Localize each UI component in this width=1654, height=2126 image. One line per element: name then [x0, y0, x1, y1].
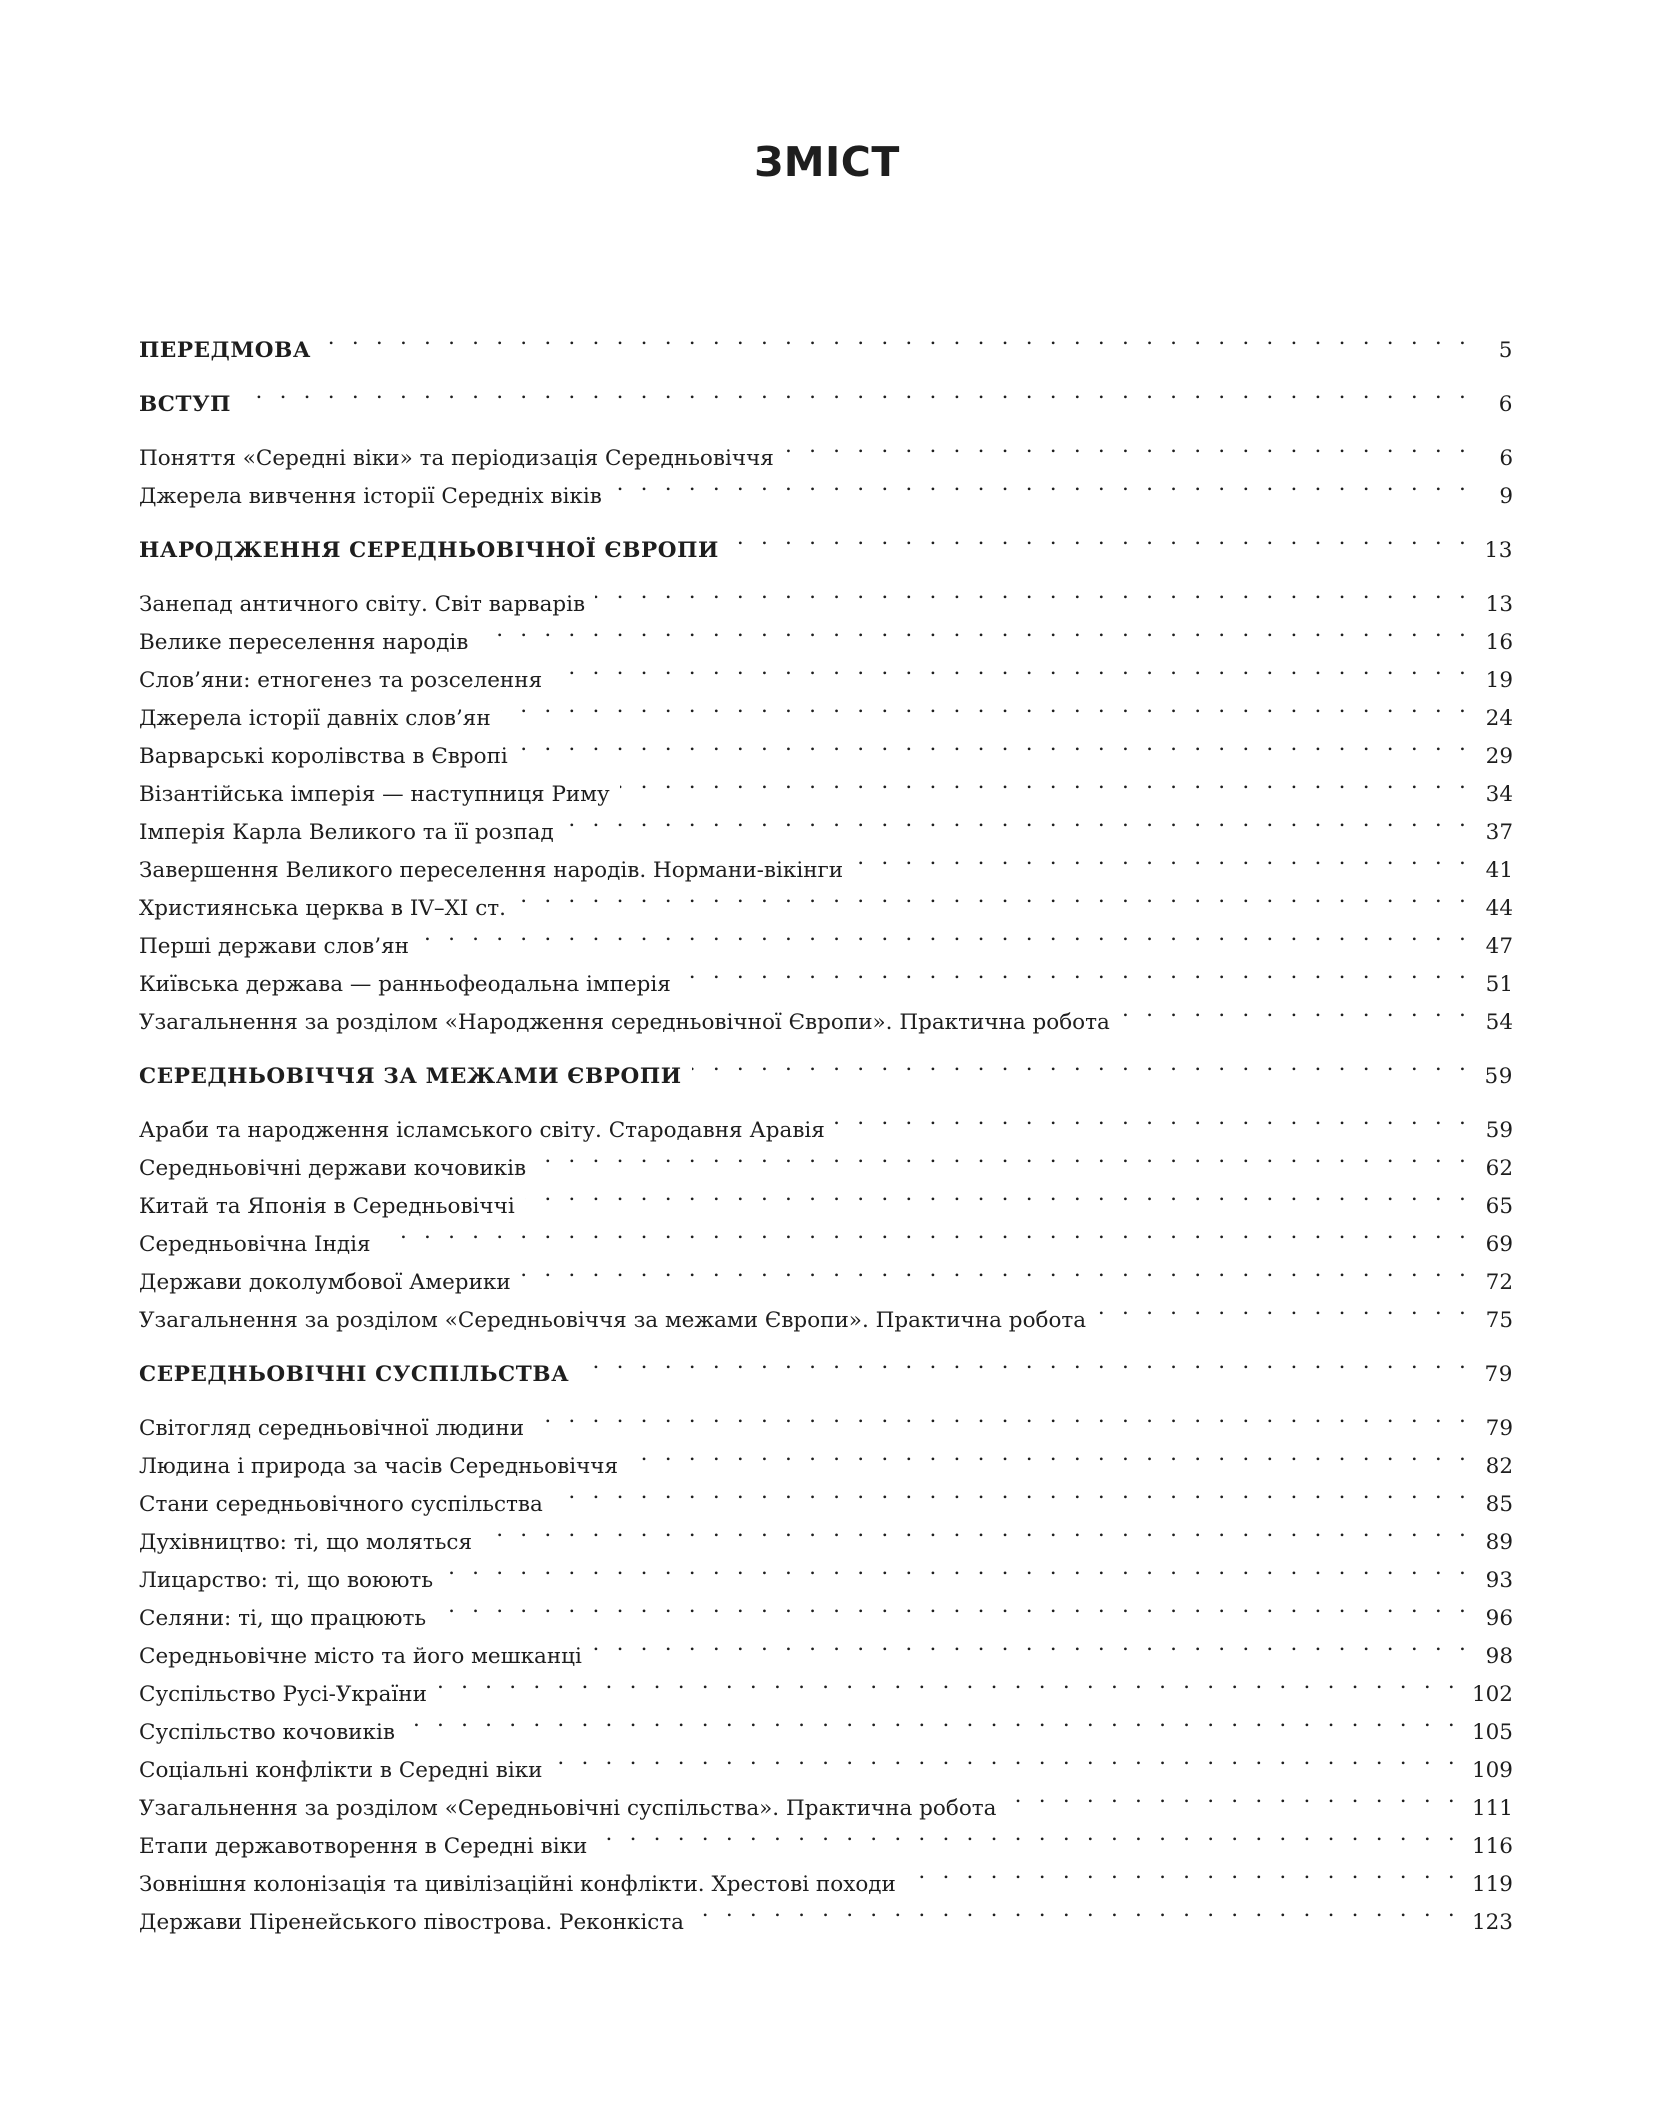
toc-item-title: Велике переселення народів	[139, 630, 469, 655]
toc-page-number: 5	[1498, 338, 1513, 363]
toc-item-title: Візантійська імперія — наступниця Риму	[139, 782, 610, 807]
dot-leader	[597, 1815, 1460, 1853]
toc-page-number: 89	[1485, 1530, 1513, 1555]
dot-leader	[443, 1549, 1471, 1587]
toc-item-title: Людина і природа за часів Середньовіччя	[139, 1454, 619, 1479]
toc-item-title: Китай та Японія в Середньовіччі	[139, 1194, 515, 1219]
toc-page-number: 44	[1485, 896, 1513, 921]
toc-page-number: 16	[1485, 630, 1513, 655]
dot-leader	[729, 519, 1471, 557]
toc-page-number: 79	[1485, 1416, 1513, 1441]
toc-item-title: Джерела вивчення історії Середніх віків	[139, 484, 602, 509]
dot-leader	[321, 319, 1471, 357]
toc-section-title: ПЕРЕДМОВА	[139, 338, 311, 363]
dot-leader	[784, 427, 1471, 465]
toc-item-title: Духівництво: ті, що моляться	[139, 1530, 473, 1555]
toc-page-number: 9	[1499, 484, 1513, 509]
dot-leader	[552, 649, 1471, 687]
dot-leader	[381, 1213, 1471, 1251]
toc-item-title: Селяни: ті, що працюють	[139, 1606, 427, 1631]
dot-leader	[419, 915, 1471, 953]
toc-page-number: 59	[1484, 1064, 1513, 1089]
dot-leader	[620, 763, 1471, 801]
toc-page-number: 111	[1471, 1796, 1513, 1821]
dot-leader	[694, 1891, 1460, 1929]
toc-item-title: Київська держава — ранньофеодальна імперія	[139, 972, 671, 997]
toc-item-title: Держави доколумбової Америки	[139, 1270, 511, 1295]
dot-leader	[553, 1473, 1471, 1511]
toc-page-number: 29	[1485, 744, 1513, 769]
dot-leader	[628, 1435, 1471, 1473]
toc-page-number: 6	[1499, 446, 1513, 471]
toc-item-title: Світогляд середньовічної людини	[139, 1416, 525, 1441]
toc-item-title: Араби та народження ісламського світу. Стародавня Аравія	[139, 1118, 825, 1143]
toc-item-title: Суспільство Русі-України	[139, 1682, 427, 1707]
toc-item-title: Держави Піренейського півострова. Реконкіста	[139, 1910, 684, 1935]
dot-leader	[482, 1511, 1471, 1549]
dot-leader	[681, 953, 1471, 991]
dot-leader	[534, 1397, 1471, 1435]
toc-item-row[interactable]	[139, 573, 1513, 617]
dot-leader	[436, 1587, 1471, 1625]
toc-page-number: 82	[1485, 1454, 1513, 1479]
toc-page-number: 19	[1485, 668, 1513, 693]
dot-leader	[595, 573, 1471, 611]
dot-leader	[1006, 1777, 1459, 1815]
toc-item-title: Занепад античного світу. Світ варварів	[139, 592, 586, 617]
toc-section-title: СЕРЕДНЬОВІЧНІ СУСПІЛЬСТВА	[139, 1362, 570, 1387]
toc-item-title: Християнська церква в IV–XI ст.	[139, 896, 507, 921]
toc-page-number: 109	[1471, 1758, 1513, 1783]
toc-item-title: Середньовічна Індія	[139, 1232, 371, 1257]
dot-leader	[564, 801, 1471, 839]
toc-page-number: 51	[1485, 972, 1513, 997]
toc-item-title: Імперія Карла Великого та її розпад	[139, 820, 554, 845]
toc-page-number: 54	[1485, 1010, 1513, 1035]
toc-page-number: 47	[1485, 934, 1513, 959]
toc-item-row[interactable]	[139, 427, 1513, 471]
toc-page-number: 93	[1485, 1568, 1513, 1593]
toc-page-number: 41	[1485, 858, 1513, 883]
toc-item-title: Середньовічні держави кочовиків	[139, 1156, 527, 1181]
dot-leader	[692, 1045, 1471, 1083]
toc-page-number: 6	[1498, 392, 1513, 417]
toc-item-title: Узагальнення за розділом «Народження середньовічної Європи». Практична робота	[139, 1010, 1110, 1035]
toc-page-number: 59	[1485, 1118, 1513, 1143]
toc-section-row[interactable]	[139, 373, 1513, 417]
toc-item-title: Етапи державотворення в Середні віки	[139, 1834, 588, 1859]
toc-page-number: 98	[1485, 1644, 1513, 1669]
dot-leader	[478, 611, 1471, 649]
toc-item-title: Джерела історії давніх слов’ян	[139, 706, 491, 731]
dot-leader	[241, 373, 1471, 411]
dot-leader	[579, 1343, 1471, 1381]
toc-page-number: 72	[1485, 1270, 1513, 1295]
dot-leader	[906, 1853, 1460, 1891]
dot-leader	[835, 1099, 1471, 1137]
toc-page-number: 85	[1485, 1492, 1513, 1517]
toc-section-row[interactable]	[139, 519, 1513, 563]
toc-item-title: Стани середньовічного суспільства	[139, 1492, 543, 1517]
toc-page-number: 24	[1485, 706, 1513, 731]
toc-page-number: 123	[1471, 1910, 1513, 1935]
toc-section-row[interactable]	[139, 1045, 1513, 1089]
toc-page-number: 65	[1485, 1194, 1513, 1219]
toc-section-row[interactable]	[139, 319, 1513, 363]
toc-item-title: Слов’яни: етногенез та розселення	[139, 668, 543, 693]
toc-page-number: 13	[1484, 538, 1513, 563]
toc-page-number: 13	[1485, 592, 1513, 617]
table-of-contents	[139, 319, 1513, 1935]
toc-section-title: НАРОДЖЕННЯ СЕРЕДНЬОВІЧНОЇ ЄВРОПИ	[139, 538, 719, 563]
toc-page-number: 105	[1471, 1720, 1513, 1745]
toc-item-title: Завершення Великого переселення народів. Нормани-вікінги	[139, 858, 844, 883]
dot-leader	[536, 1137, 1471, 1175]
dot-leader	[612, 465, 1471, 503]
toc-page-number: 37	[1485, 820, 1513, 845]
dot-leader	[521, 1251, 1471, 1289]
dot-leader	[516, 877, 1471, 915]
toc-item-title: Перші держави слов’ян	[139, 934, 409, 959]
toc-section-row[interactable]	[139, 1343, 1513, 1387]
toc-section-title: ВСТУП	[139, 392, 232, 417]
toc-item-title: Соціальні конфлікти в Середні віки	[139, 1758, 543, 1783]
toc-section-title: СЕРЕДНЬОВІЧЧЯ ЗА МЕЖАМИ ЄВРОПИ	[139, 1064, 682, 1089]
toc-item-row[interactable]	[139, 1397, 1513, 1441]
dot-leader	[853, 839, 1471, 877]
dot-leader	[405, 1701, 1460, 1739]
toc-item-title: Лицарство: ті, що воюють	[139, 1568, 434, 1593]
toc-page-number: 34	[1485, 782, 1513, 807]
toc-item-title: Поняття «Середні віки» та періодизація Середньовіччя	[139, 446, 774, 471]
dot-leader	[518, 725, 1471, 763]
toc-page-number: 119	[1471, 1872, 1513, 1897]
toc-item-title: Варварські королівства в Європі	[139, 744, 508, 769]
dot-leader	[501, 687, 1471, 725]
toc-item-title: Середньовічне місто та його мешканці	[139, 1644, 582, 1669]
toc-item-row[interactable]	[139, 1099, 1513, 1143]
toc-page-number: 116	[1471, 1834, 1513, 1859]
toc-page-number: 102	[1471, 1682, 1513, 1707]
toc-page-number: 79	[1484, 1362, 1513, 1387]
dot-leader	[525, 1175, 1471, 1213]
dot-leader	[1120, 991, 1471, 1029]
toc-page-number: 96	[1485, 1606, 1513, 1631]
toc-item-title: Узагальнення за розділом «Середньовіччя за межами Європи». Практична робота	[139, 1308, 1087, 1333]
toc-item-title: Узагальнення за розділом «Середньовічні суспільства». Практична робота	[139, 1796, 997, 1821]
toc-item-title: Суспільство кочовиків	[139, 1720, 395, 1745]
dot-leader	[1096, 1289, 1471, 1327]
toc-page-number: 69	[1485, 1232, 1513, 1257]
dot-leader	[592, 1625, 1471, 1663]
dot-leader	[553, 1739, 1460, 1777]
dot-leader	[437, 1663, 1460, 1701]
toc-page-number: 62	[1485, 1156, 1513, 1181]
toc-item-title: Зовнішня колонізація та цивілізаційні конфлікти. Хрестові походи	[139, 1872, 896, 1897]
toc-page-number: 75	[1485, 1308, 1513, 1333]
page-title: ЗМІСТ	[754, 138, 900, 186]
